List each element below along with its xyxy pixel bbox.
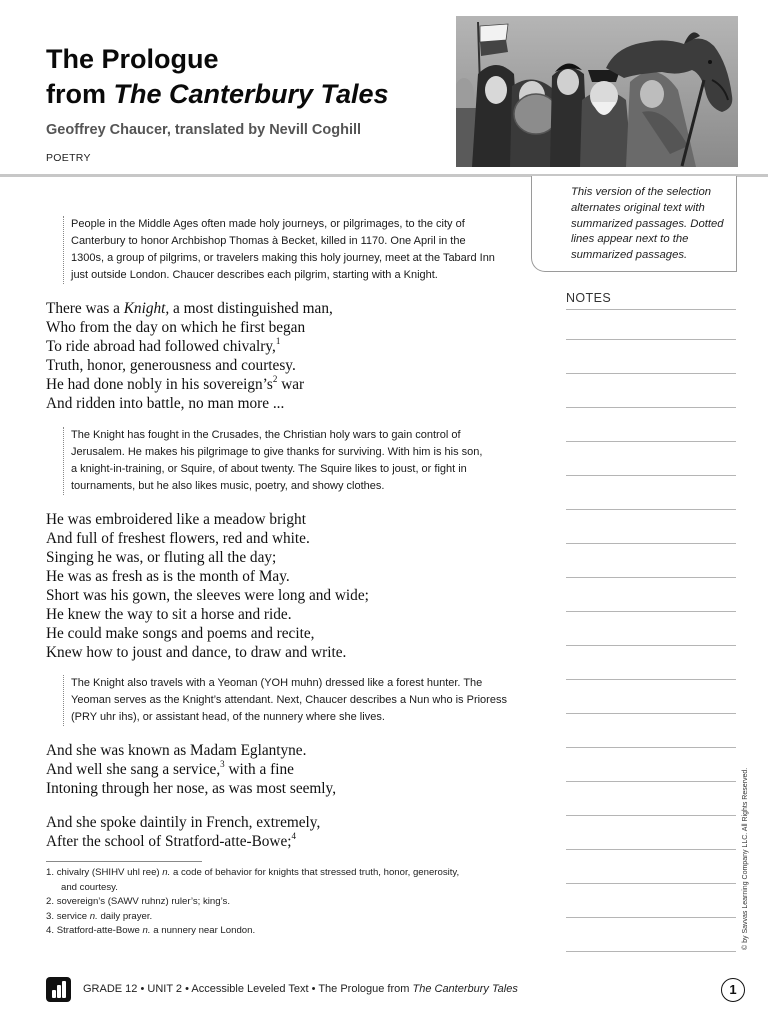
poem-line: Truth, honor, generousness and courtesy. bbox=[46, 357, 296, 374]
summary-line: Jerusalem. He makes his pilgrimage to give thanks for surviving. With him is his son, bbox=[71, 446, 483, 458]
note-line[interactable] bbox=[566, 679, 736, 680]
poem-stanza bbox=[46, 813, 320, 851]
poem-line: He knew the way to sit a horse and ride. bbox=[46, 606, 292, 623]
footnote-ref: 4 bbox=[291, 830, 297, 841]
summary-line: (PRY uhr ihs), or assistant head, of the nunnery where she lives. bbox=[71, 711, 385, 723]
summary-line: 1300s, a group of pilgrims, or travelers making this holy journey, meet at the Tabard Inn bbox=[71, 252, 495, 264]
note-line[interactable] bbox=[566, 849, 736, 850]
summary-line: The Knight also travels with a Yeoman (YOH muhn) dressed like a forest hunter. The bbox=[71, 677, 483, 689]
page-footer bbox=[46, 977, 738, 1003]
poem-stanza bbox=[46, 741, 336, 798]
title-line-2-prefix: from bbox=[46, 79, 114, 109]
copyright-notice: © by Savvas Learning Company LLC. All Rights Reserved. bbox=[742, 767, 749, 950]
poem-line: He could make songs and poems and recite, bbox=[46, 625, 315, 642]
knight-term: Knight, bbox=[123, 300, 170, 317]
footnote-ref: 3 bbox=[220, 758, 225, 769]
poem-line: There was a Knight, a most distinguished man, bbox=[46, 300, 333, 317]
publisher-logo-icon bbox=[46, 977, 71, 1002]
note-line[interactable] bbox=[566, 373, 736, 374]
poem-line: And she spoke daintily in French, extremely, bbox=[46, 814, 321, 831]
page-number: 1 bbox=[721, 978, 745, 1002]
poem-line: He was embroidered like a meadow bright bbox=[46, 511, 306, 528]
poem-stanza bbox=[46, 299, 333, 413]
poem-line: And full of freshest flowers, red and white. bbox=[46, 530, 310, 547]
note-line[interactable] bbox=[566, 509, 736, 510]
poem-line: And she was known as Madam Eglantyne. bbox=[46, 742, 307, 759]
note-line[interactable] bbox=[566, 883, 736, 884]
poem-stanza bbox=[46, 510, 369, 662]
note-line[interactable] bbox=[566, 815, 736, 816]
summary-line: Yeoman serves as the Knight’s attendant. Next, Chaucer describes a Nun who is Prioress bbox=[71, 694, 507, 706]
poem-line: He was as fresh as is the month of May. bbox=[46, 568, 290, 585]
poem-line: Who from the day on which he first began bbox=[46, 319, 306, 336]
summary-passage bbox=[63, 675, 507, 726]
footnote-ref: 2 bbox=[272, 373, 278, 384]
poem-line: Short was his gown, the sleeves were long and wide; bbox=[46, 587, 369, 604]
version-note-callout bbox=[531, 176, 737, 272]
poem-line: And well she sang a service,$^3$ with a fine bbox=[46, 758, 294, 778]
note-line[interactable] bbox=[566, 577, 736, 578]
footnote-item: 3. service n. daily prayer. bbox=[46, 910, 153, 922]
poem-line: And ridden into battle, no man more ... bbox=[46, 395, 285, 412]
note-line[interactable] bbox=[566, 309, 736, 310]
footnote-continuation: and courtesy. bbox=[61, 881, 118, 893]
note-line[interactable] bbox=[566, 713, 736, 714]
summary-line: just outside London. Chaucer describes each pilgrim, starting with a Knight. bbox=[71, 269, 438, 281]
note-line[interactable] bbox=[566, 781, 736, 782]
note-line[interactable] bbox=[566, 339, 736, 340]
title-line-2-italic: The Canterbury Tales bbox=[113, 79, 389, 109]
summary-line: The Knight has fought in the Crusades, the Christian holy wars to gain control of bbox=[71, 429, 461, 441]
note-line[interactable] bbox=[566, 747, 736, 748]
title-line-1: The Prologue bbox=[46, 44, 219, 74]
footer-text: GRADE 12 • UNIT 2 • Accessible Leveled Text • The Prologue from The Canterbury Tales bbox=[83, 983, 518, 995]
note-line[interactable] bbox=[566, 441, 736, 442]
poem-line: Singing he was, or fluting all the day; bbox=[46, 549, 277, 566]
footnote-item: 1. chivalry (SHIHV uhl ree) n. a code of behavior for knights that stressed truth, honor, generosity, bbox=[46, 867, 460, 878]
footnote-item: 4. Stratford-atte-Bowe n. a nunnery near London. bbox=[46, 925, 256, 936]
summary-passage bbox=[63, 216, 495, 284]
note-line[interactable] bbox=[566, 917, 736, 918]
note-line[interactable] bbox=[566, 951, 736, 952]
note-line[interactable] bbox=[566, 543, 736, 544]
summary-line: Canterbury to honor Archbishop Thomas à Becket, killed in 1170. One April in the bbox=[71, 235, 466, 247]
version-note-text: This version of the selection alternates original text with summarized passages. Dotted lines appear next to the summarized passages. bbox=[571, 186, 724, 262]
poem-line: To ride abroad had followed chivalry,$^1$ bbox=[46, 335, 281, 355]
summary-line: a knight-in-training, or Squire, of about twenty. The Squire likes to joust, or fight in bbox=[71, 463, 467, 475]
note-line[interactable] bbox=[566, 475, 736, 476]
summary-line: People in the Middle Ages often made holy journeys, or pilgrimages, to the city of bbox=[71, 218, 465, 230]
pilgrims-illustration bbox=[456, 16, 738, 167]
genre-label: POETRY bbox=[46, 152, 91, 164]
author-byline: Geoffrey Chaucer, translated by Nevill Coghill bbox=[46, 122, 362, 138]
poem-line: Knew how to joust and dance, to draw and write. bbox=[46, 644, 347, 661]
poem-line: After the school of Stratford-atte-Bowe;$^4$ bbox=[46, 830, 297, 850]
footnotes bbox=[46, 866, 459, 939]
poem-line: Intoning through her nose, as was most seemly, bbox=[46, 780, 337, 797]
summary-line: tournaments, but he also likes music, poetry, and showy clothes. bbox=[71, 480, 385, 492]
notes-label: NOTES bbox=[566, 291, 612, 305]
note-line[interactable] bbox=[566, 645, 736, 646]
note-line[interactable] bbox=[566, 611, 736, 612]
footnote-ref: 1 bbox=[275, 335, 281, 346]
note-line[interactable] bbox=[566, 407, 736, 408]
footnote-divider bbox=[46, 861, 202, 862]
poem-line: He had done nobly in his $sovereign’s^2$ war bbox=[46, 373, 305, 393]
page-title bbox=[46, 42, 389, 112]
summary-passage bbox=[63, 427, 482, 495]
footnote-item: 2. sovereign’s (SAWV ruhnz) ruler’s; king’s. bbox=[46, 896, 230, 907]
